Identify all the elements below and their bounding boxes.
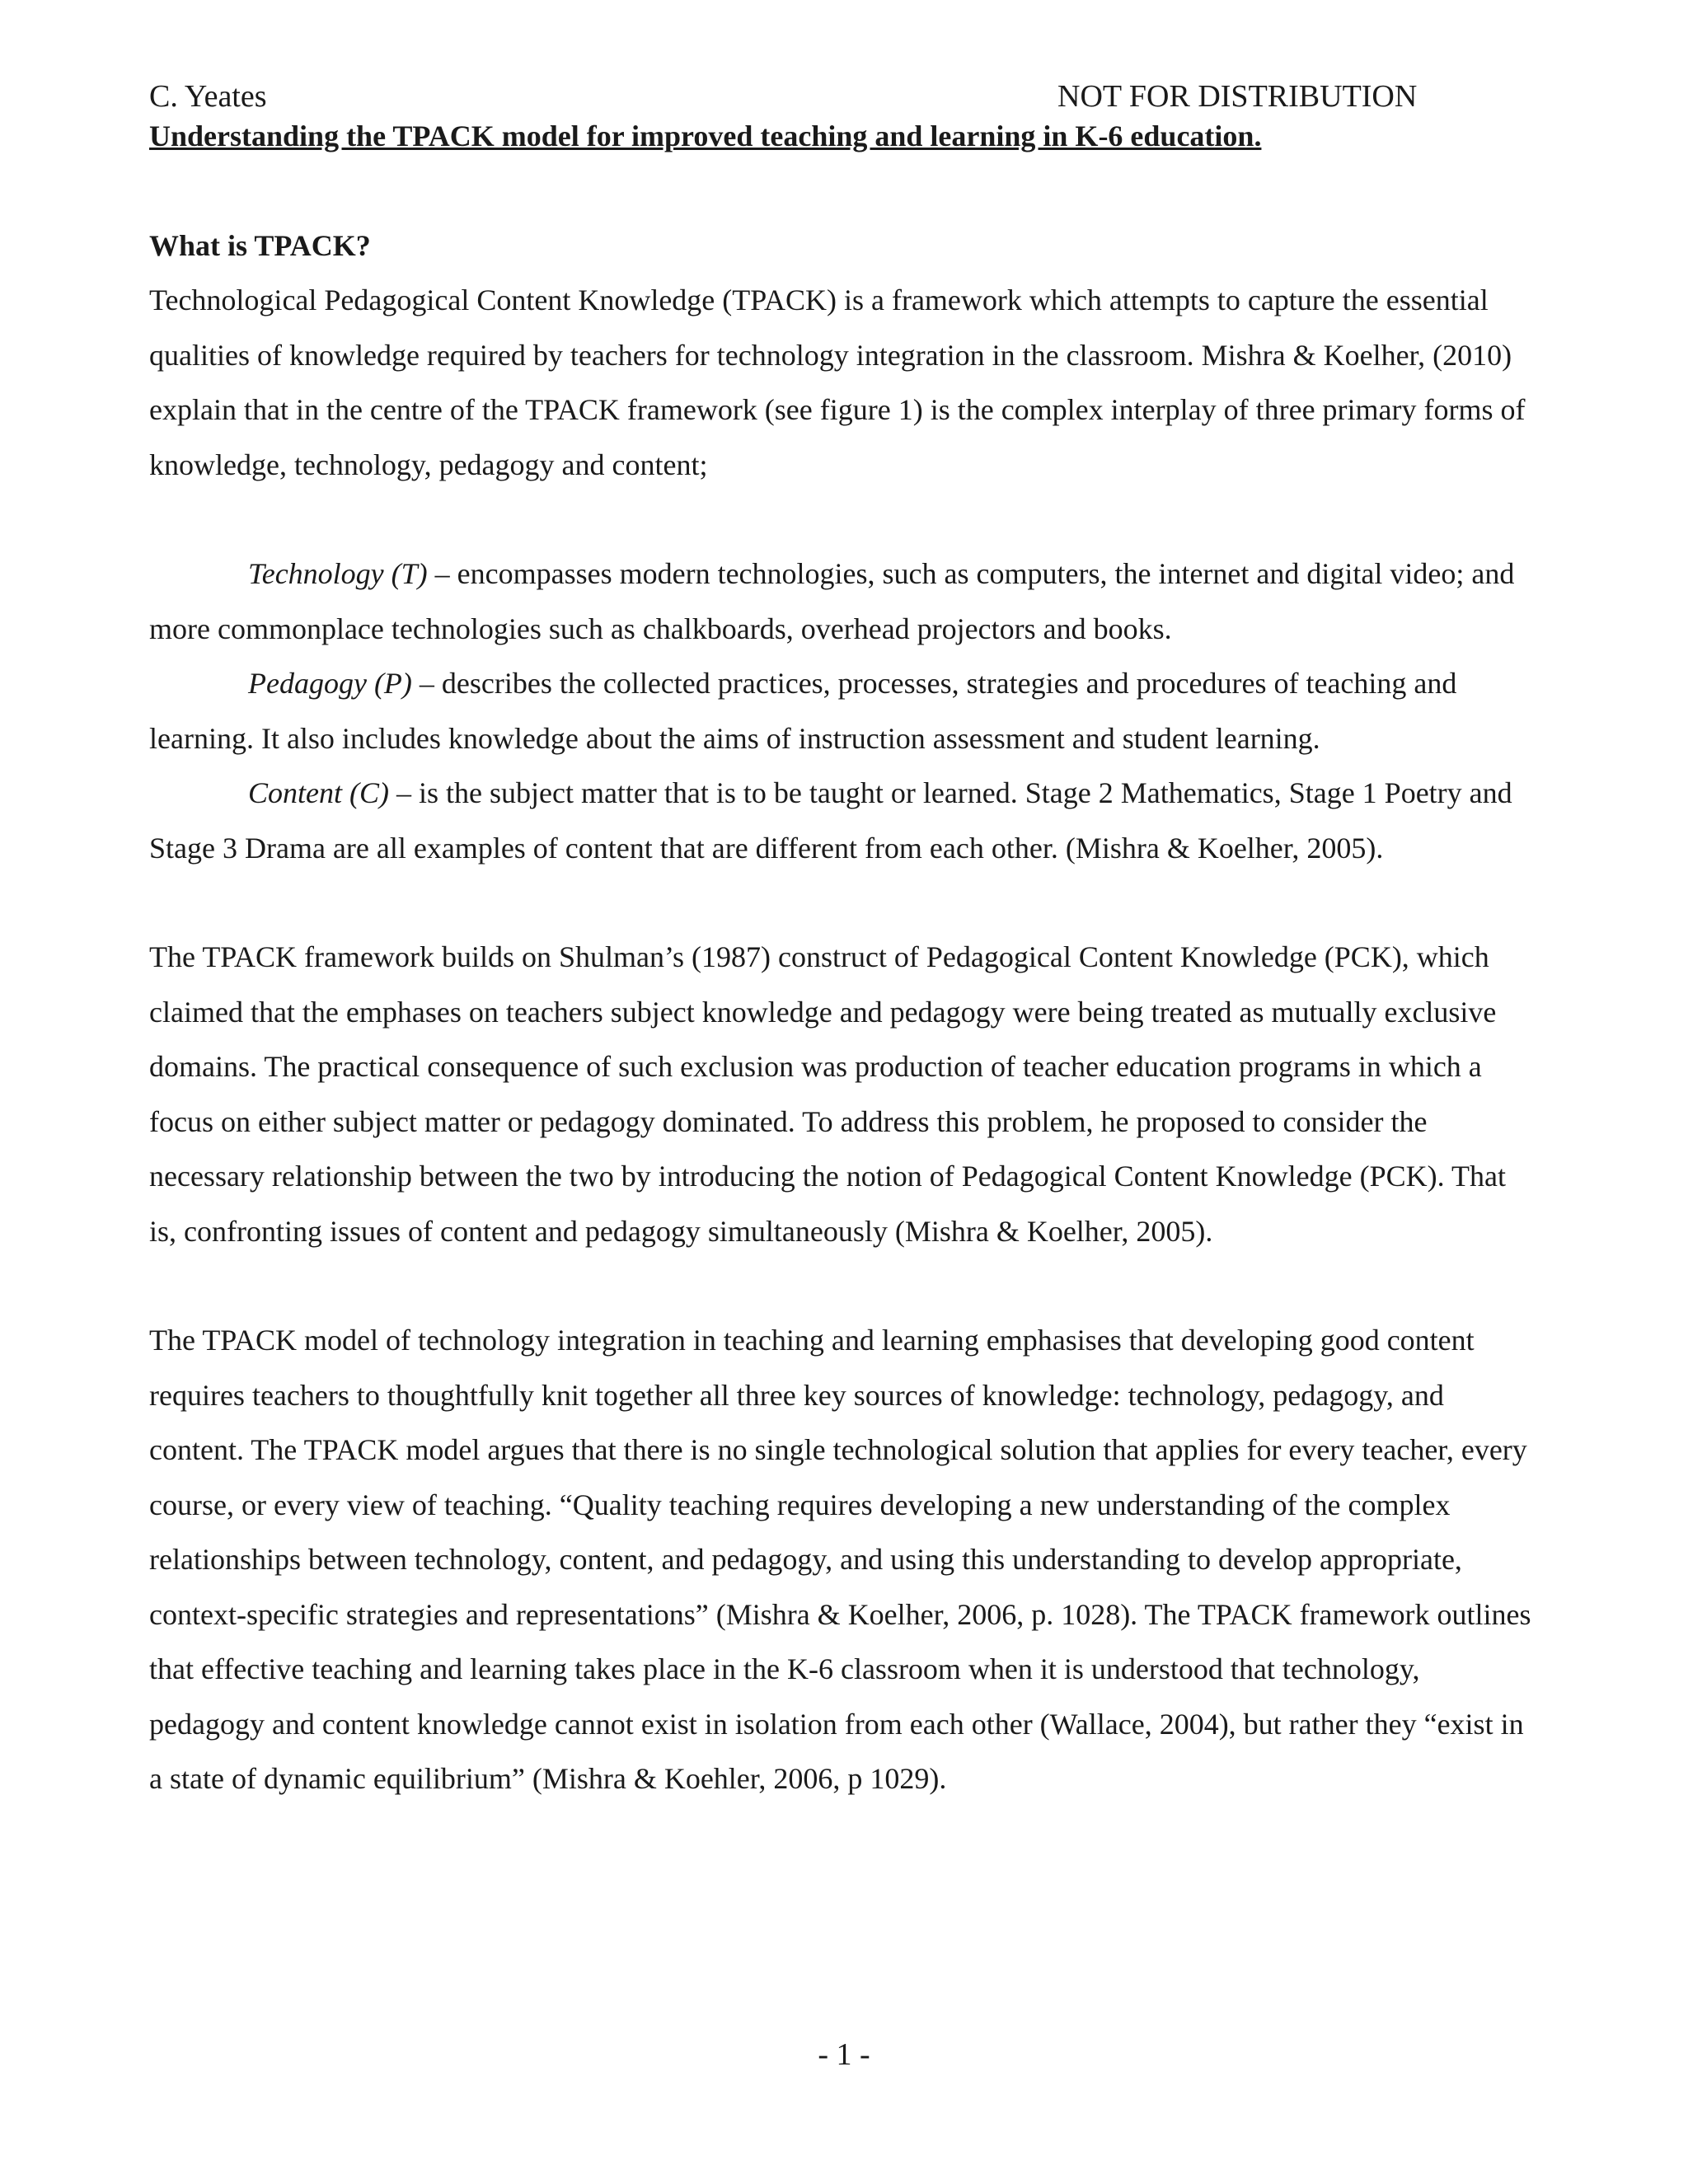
author-name: C. Yeates: [149, 79, 267, 114]
definition-content: [149, 766, 1534, 875]
definition-term: Technology (T): [248, 557, 428, 590]
document-title: Understanding the TPACK model for improved teaching and learning in K-6 education.: [149, 120, 1262, 152]
definition-technology: [149, 546, 1534, 656]
definition-pedagogy: [149, 656, 1534, 766]
intro-paragraph: Technological Pedagogical Content Knowledge (TPACK) is a framework which attempts to capture the essential qualities of knowledge required by teachers for technology integration in the classroom. Mishra & Koelher, (2010) explain that in the centre of the TPACK framework (see figure 1) is the complex interplay of three primary forms of knowledge, technology, pedagogy and content;: [149, 284, 1526, 481]
definition-text: – is the subject matter that is to be taught or learned. Stage 2 Mathematics, Stage 1 Poetry and Stage 3 Drama are all examples of content that are different from each other. (Mishra & Koelher, 2005).: [149, 776, 1512, 865]
running-header: [149, 76, 1443, 117]
definition-text: – describes the collected practices, processes, strategies and procedures of teaching and learning. It also includes knowledge about the aims of instruction assessment and student learning.: [149, 667, 1457, 755]
definition-text: – encompasses modern technologies, such as computers, the internet and digital video; and more commonplace technologies such as chalkboards, overhead projectors and books.: [149, 557, 1515, 645]
paragraph-spacer: [149, 492, 1534, 546]
definition-term: Content (C): [248, 776, 389, 809]
paragraph-spacer: [149, 875, 1534, 930]
document-body: [149, 218, 1534, 1807]
definition-term: Pedagogy (P): [248, 667, 412, 700]
paragraph-spacer: [149, 1258, 1534, 1313]
tpack-model-paragraph: The TPACK model of technology integration in teaching and learning emphasises that developing good content requires teachers to thoughtfully knit together all three key sources of knowledge: technology, pedagogy, and content. The TPACK model argues that there is no single technological solution that applies for every teacher, every course, or every view of teaching. “Quality teaching requires developing a new understanding of the complex relationships between technology, content, and pedagogy, and using this understanding to develop appropriate, context-specific strategies and representations” (Mishra & Koelher, 2006, p. 1028). The TPACK framework outlines that effective teaching and learning takes place in the K-6 classroom when it is understood that technology, pedagogy and content knowledge cannot exist in isolation from each other (Wallace, 2004), but rather they “exist in a state of dynamic equilibrium” (Mishra & Koehler, 2006, p 1029).: [149, 1324, 1531, 1795]
page-number: - 1 -: [818, 2037, 870, 2072]
pck-paragraph: The TPACK framework builds on Shulman’s (1987) construct of Pedagogical Content Knowledge (PCK), which claimed that the emphases on teachers subject knowledge and pedagogy were being treated as mutually exclusive domains. The practical consequence of such exclusion was production of teacher education programs in which a focus on either subject matter or pedagogy dominated. To address this problem, he proposed to consider the necessary relationship between the two by introducing the notion of Pedagogical Content Knowledge (PCK). That is, confronting issues of content and pedagogy simultaneously (Mishra & Koelher, 2005).: [149, 940, 1506, 1248]
distribution-notice: NOT FOR DISTRIBUTION: [1057, 79, 1418, 114]
section-heading: What is TPACK?: [149, 229, 371, 262]
